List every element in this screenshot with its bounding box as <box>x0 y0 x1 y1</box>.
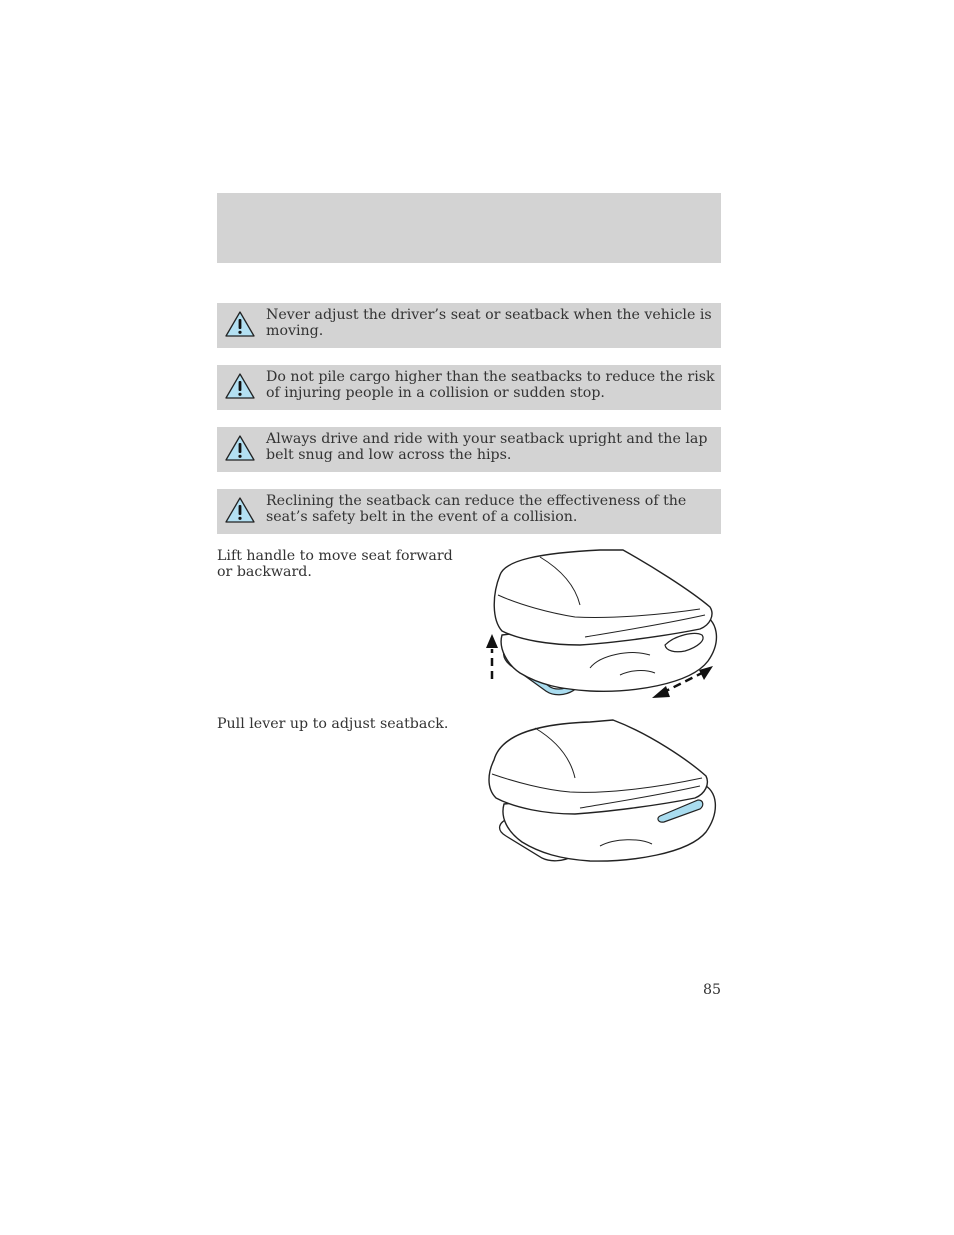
warning-box <box>217 427 721 472</box>
seat-lever-illustration <box>480 712 725 872</box>
figure-caption: Pull lever up to adjust seatback. <box>217 716 449 732</box>
warning-text: Do not pile cargo higher than the seatbacks to reduce the risk of injuring people in a collision or sudden stop. <box>266 369 715 401</box>
warning-text: Reclining the seatback can reduce the effectiveness of the seat’s safety belt in the event of a collision. <box>266 493 687 525</box>
seat-handle-illustration <box>480 545 725 705</box>
warning-triangle-icon <box>224 372 256 400</box>
warning-box <box>217 489 721 534</box>
warning-box <box>217 365 721 410</box>
page-number: 85 <box>702 982 721 998</box>
warning-text: Never adjust the driver’s seat or seatback when the vehicle is moving. <box>266 307 712 339</box>
warning-triangle-icon <box>224 310 256 338</box>
figure-caption: Lift handle to move seat forward or backward. <box>217 548 453 580</box>
warning-triangle-icon <box>224 434 256 462</box>
warning-triangle-icon <box>224 496 256 524</box>
header-band <box>217 193 721 263</box>
warning-text: Always drive and ride with your seatback upright and the lap belt snug and low across the hips. <box>266 431 708 463</box>
warning-box <box>217 303 721 348</box>
